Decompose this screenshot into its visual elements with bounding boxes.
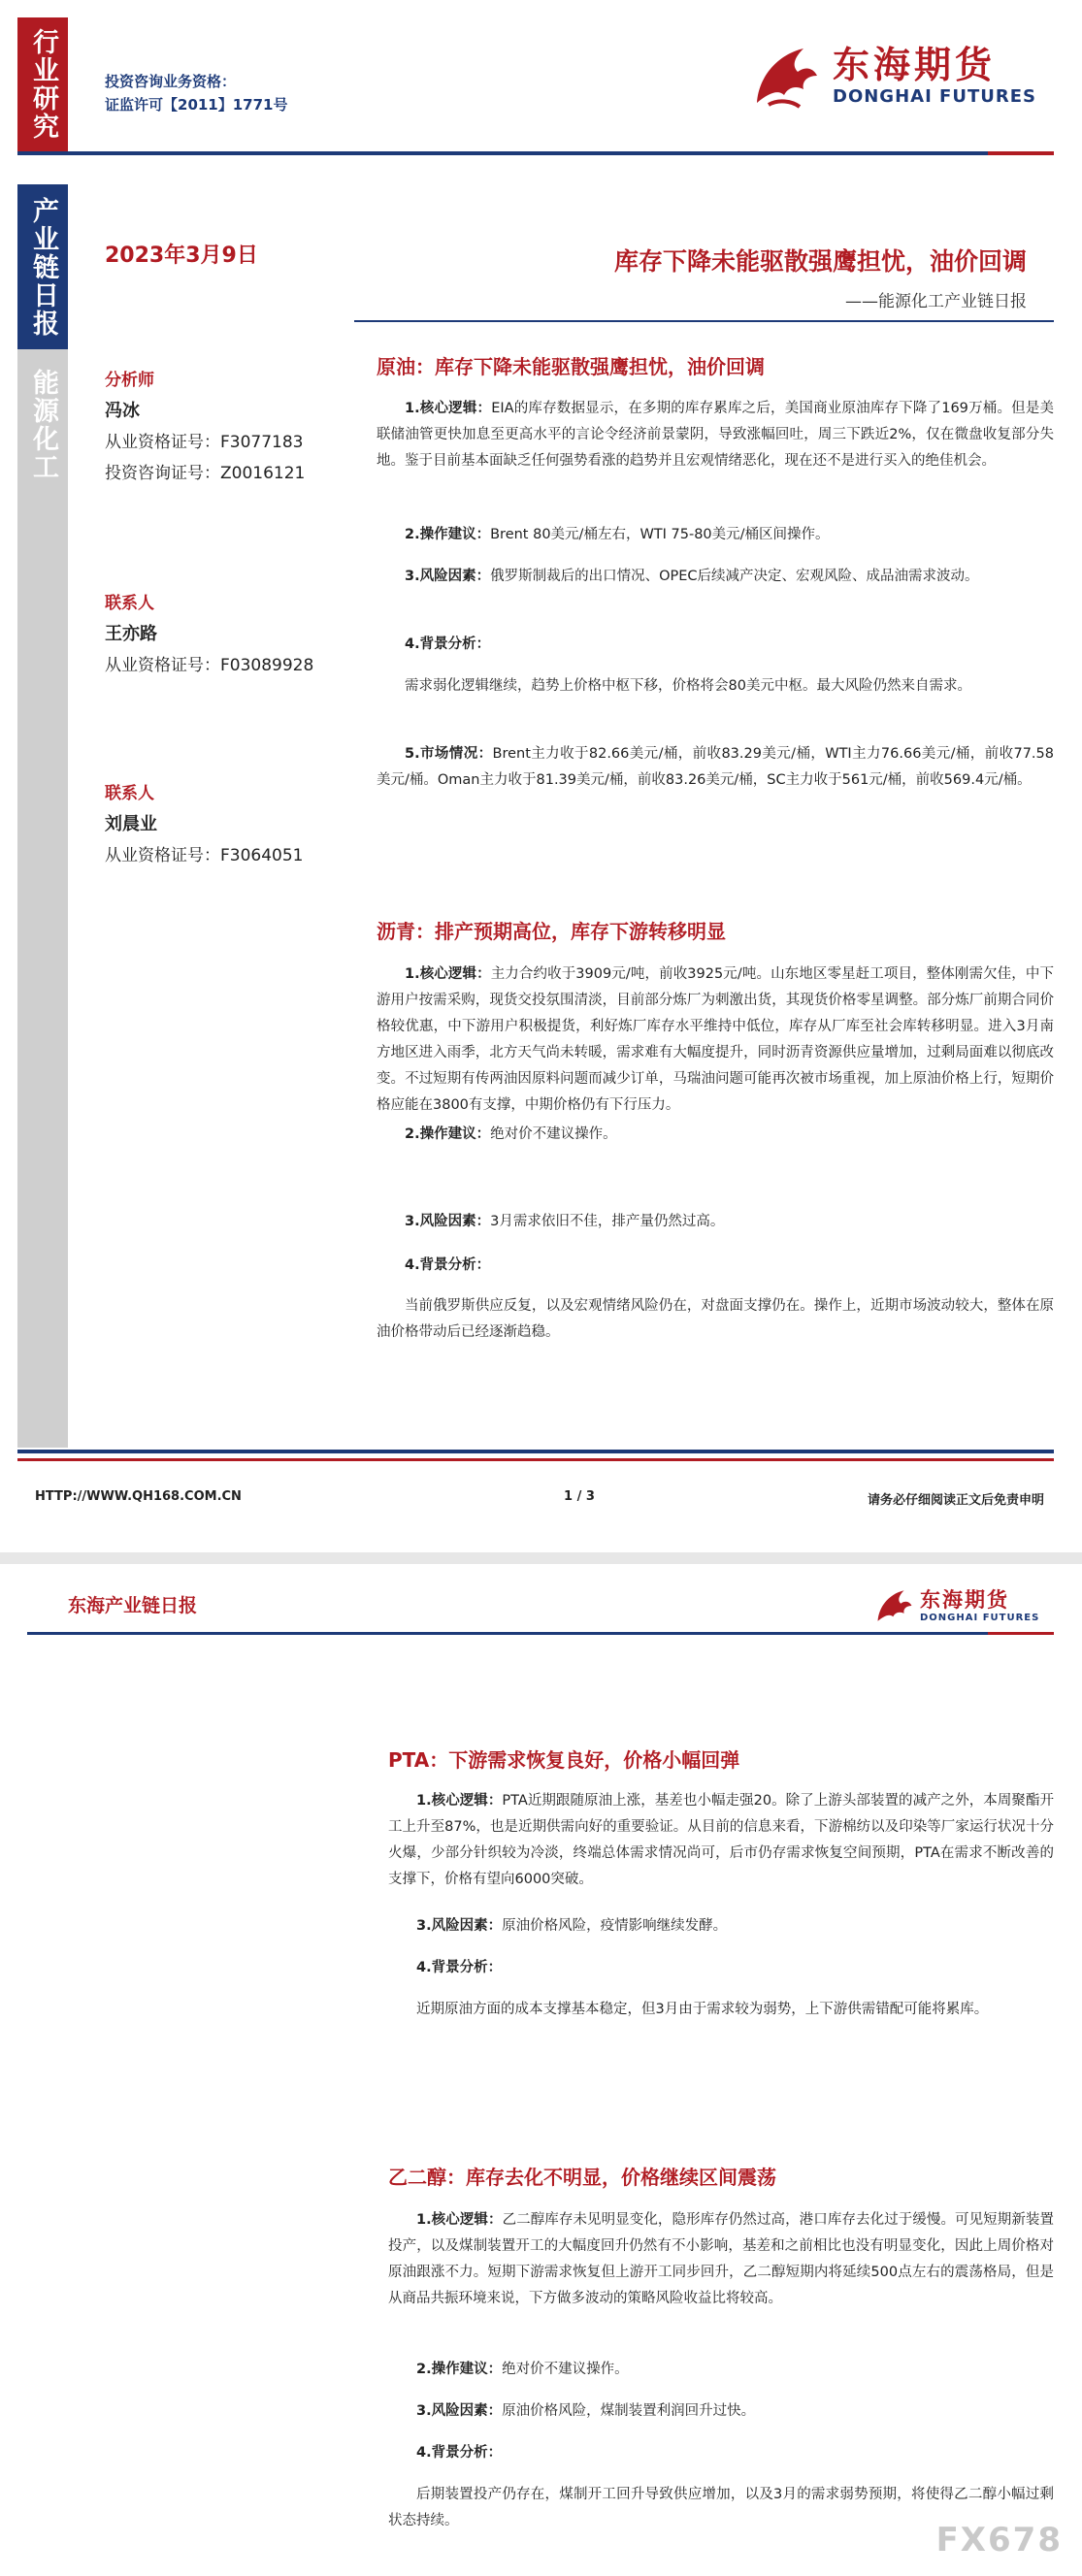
analyst-cert-2: 投资咨询证号：Z0016121 xyxy=(105,464,306,483)
crude-p4-text: 需求弱化逻辑继续，趋势上价格中枢下移，价格将会80美元中枢。最大风险仍然来自需求。 xyxy=(405,678,971,694)
meg-p1 xyxy=(388,2207,1054,2312)
crude-p2 xyxy=(377,522,1054,548)
contact-1-name: 王亦路 xyxy=(105,624,157,644)
meg-p2-label: 2.操作建议： xyxy=(416,2362,503,2377)
license-block xyxy=(105,70,288,116)
crude-p5-label: 5.市场情况： xyxy=(405,746,493,762)
contact-2-cert: 从业资格证号：F3064051 xyxy=(105,846,304,865)
logo-small-cn: 东海期货 xyxy=(920,1587,1009,1612)
contact-1-cert: 从业资格证号：F03089928 xyxy=(105,656,314,675)
pta-p4-label-line xyxy=(388,1955,1054,1981)
crude-p2-text: Brent 80美元/桶左右，WTI 75-80美元/桶区间操作。 xyxy=(490,527,830,542)
crude-p5-text: Brent主力收于82.66美元/桶，前收83.29美元/桶，WTI主力76.66美元/桶，前收77.58美元/桶。Oman主力收于81.39美元/桶，前收83.26美元/桶，SC主力收于561元/桶，前收569.4元/桶。 xyxy=(377,746,1054,788)
meg-p3 xyxy=(388,2398,1054,2425)
contact-block-1 xyxy=(105,588,347,681)
crude-p3 xyxy=(377,564,1054,590)
crude-p4-label-line xyxy=(377,632,1054,658)
crude-p5 xyxy=(377,741,1054,794)
tab-industry-text: 行业研究 xyxy=(28,28,58,141)
analyst-name: 冯冰 xyxy=(105,401,140,421)
dragon-logo-icon xyxy=(749,37,825,114)
crude-p4 xyxy=(377,673,1054,700)
report-title: 库存下降未能驱散强鹰担忧，油价回调 xyxy=(613,247,1027,276)
meg-p3-label: 3.风险因素： xyxy=(416,2403,503,2419)
page2-rule-blue xyxy=(27,1632,988,1635)
crude-p3-text: 俄罗斯制裁后的出口情况、OPEC后续减产决定、宏观风险、成品油需求波动。 xyxy=(490,569,979,584)
crude-p1-text: EIA的库存数据显示，在多期的库存累库之后，美国商业原油库存下降了169万桶。但是美联储油管更快加息至更高水平的言论令经济前景蒙阴，导致涨幅回吐，周三下跌近2%，仅在微盘收复部分失地。鉴于目前基本面缺乏任何强势看涨的趋势并且宏观情绪恶化，现在还不是进行买入的绝佳机会。 xyxy=(377,401,1054,469)
pta-p4-label: 4.背景分析： xyxy=(416,1960,503,1975)
license-line-1: 投资咨询业务资格： xyxy=(105,73,237,90)
footer-url[interactable]: HTTP://WWW.QH168.COM.CN xyxy=(35,1489,242,1504)
asphalt-p4-label-line xyxy=(377,1253,1054,1279)
crude-p1 xyxy=(377,396,1054,474)
report-subtitle: ——能源化工产业链日报 xyxy=(845,292,1027,311)
donghai-logo xyxy=(749,37,1036,114)
tab-report-type xyxy=(17,184,68,349)
header-rule-blue xyxy=(17,151,988,155)
asphalt-p1 xyxy=(377,962,1054,1119)
page2-brand: 东海产业链日报 xyxy=(68,1595,198,1616)
asphalt-p4-text: 当前俄罗斯供应反复，以及宏观情绪风险仍在，对盘面支撑仍在。操作上，近期市场波动较大，整体在原油价格带动后已经逐渐趋稳。 xyxy=(377,1298,1054,1340)
analyst-block xyxy=(105,365,347,489)
pta-p3 xyxy=(388,1913,1054,1940)
footer-page-number: 1 / 3 xyxy=(564,1489,595,1504)
tab-sector-text: 能源化工 xyxy=(28,369,58,481)
dragon-logo-small-icon xyxy=(873,1583,916,1628)
footer-disclaimer: 请务必仔细阅读正文后免责申明 xyxy=(867,1493,1044,1508)
contact-2-name: 刘晨业 xyxy=(105,814,157,834)
crude-p2-label: 2.操作建议： xyxy=(405,527,491,542)
contact-block-2 xyxy=(105,778,347,871)
pta-p1-label: 1.核心逻辑： xyxy=(416,1793,503,1809)
page-separator xyxy=(0,1552,1082,1564)
pta-p1 xyxy=(388,1788,1054,1893)
logo-cn: 东海期货 xyxy=(833,44,997,86)
page2-rule-red xyxy=(988,1632,1054,1635)
asphalt-p4-label: 4.背景分析： xyxy=(405,1257,491,1273)
tab-sector xyxy=(17,349,68,1448)
asphalt-p3-label: 3.风险因素： xyxy=(405,1214,491,1229)
meg-p2-text: 绝对价不建议操作。 xyxy=(502,2362,629,2377)
pta-p3-label: 3.风险因素： xyxy=(416,1918,503,1934)
meg-p4-label-line xyxy=(388,2440,1054,2466)
pta-heading: PTA：下游需求恢复良好，价格小幅回弹 xyxy=(388,1748,740,1772)
watermark: FX678 xyxy=(935,2521,1063,2560)
meg-p4-label: 4.背景分析： xyxy=(416,2445,503,2461)
meg-p1-text: 乙二醇库存未见明显变化，隐形库存仍然过高，港口库存去化过于缓慢。可见短期新装置投产，以及煤制装置开工的大幅度回升仍然有不小影响，基差和之前相比也没有明显变化，因此上周价格对原油跟涨不力。短期下游需求恢复但上游开工同步回升，乙二醇短期内将延续500点左右的震荡格局，但是从商品共振环境来说，下方做多波动的策略风险收益比将较高。 xyxy=(388,2212,1054,2306)
asphalt-p2 xyxy=(377,1122,1054,1148)
contact-2-label: 联系人 xyxy=(105,784,154,803)
asphalt-p1-text: 主力合约收于3909元/吨，前收3925元/吨。山东地区零星赶工项目，整体刚需欠佳，中下游用户按需采购，现货交投氛围清淡，目前部分炼厂为刺激出货，其现货价格零星调整。部分炼厂前期合同价格较优惠，中下游用户积极提货，利好炼厂库存水平维持中低位，库存从厂库至社会库转移明显。进入3月南方地区进入雨季，北方天气尚未转暖，需求难有大幅度提升，同时沥青资源供应量增加，过剩局面难以彻底改变。不过短期有传两油因原料问题而减少订单，马瑞油问题可能再次被市场重视，加上原油价格上行，短期价格应能在3800有支撑，中期价格仍有下行压力。 xyxy=(377,966,1054,1113)
report-date: 2023年3月9日 xyxy=(105,244,258,268)
header-rule-red xyxy=(988,151,1054,155)
pta-p1-text: PTA近期跟随原油上涨，基差也小幅走强20。除了上游头部装置的减产之外，本周聚酯开工上升至87%，也是近期供需向好的重要验证。从目前的信息来看，下游棉纺以及印染等厂家运行状况十分火爆，少部分针织较为冷淡，终端总体需求情况尚可，后市仍存需求恢复空间预期，PTA在需求不断改善的支撑下，价格有望向6000突破。 xyxy=(388,1793,1054,1887)
pta-p3-text: 原油价格风险，疫情影响继续发酵。 xyxy=(502,1918,728,1934)
asphalt-p2-text: 绝对价不建议操作。 xyxy=(490,1126,617,1142)
logo-small-en: DONGHAI FUTURES xyxy=(920,1612,1040,1623)
asphalt-p4 xyxy=(377,1293,1054,1346)
tab-industry-research xyxy=(17,17,68,151)
crude-p1-label: 1.核心逻辑： xyxy=(405,401,492,416)
asphalt-p3 xyxy=(377,1209,1054,1235)
crude-p3-label: 3.风险因素： xyxy=(405,569,491,584)
tab-report-type-text: 产业链日报 xyxy=(28,196,58,338)
meg-p1-label: 1.核心逻辑： xyxy=(416,2212,503,2228)
meg-p2 xyxy=(388,2357,1054,2383)
meg-p3-text: 原油价格风险，煤制装置利润回升过快。 xyxy=(502,2403,756,2419)
contact-1-label: 联系人 xyxy=(105,594,154,613)
footer-rule-blue xyxy=(17,1450,1054,1453)
asphalt-p1-label: 1.核心逻辑： xyxy=(405,966,491,982)
crude-p4-label: 4.背景分析： xyxy=(405,636,491,652)
analyst-cert-1: 从业资格证号：F3077183 xyxy=(105,433,304,452)
meg-p4-text: 后期装置投产仍存在，煤制开工回升导致供应增加，以及3月的需求弱势预期，将使得乙二醇小幅过剩状态持续。 xyxy=(388,2487,1054,2528)
meg-heading: 乙二醇：库存去化不明显，价格继续区间震荡 xyxy=(388,2166,776,2189)
asphalt-heading: 沥青：排产预期高位，库存下游转移明显 xyxy=(377,920,726,943)
asphalt-p2-label: 2.操作建议： xyxy=(405,1126,491,1142)
crude-heading: 原油：库存下降未能驱散强鹰担忧，油价回调 xyxy=(377,355,765,378)
pta-p4-text: 近期原油方面的成本支撑基本稳定，但3月由于需求较为弱势，上下游供需错配可能将累库。 xyxy=(416,2002,989,2017)
license-line-2: 证监许可【2011】1771号 xyxy=(105,96,288,114)
logo-en: DONGHAI FUTURES xyxy=(833,86,1036,107)
asphalt-p3-text: 3月需求依旧不佳，排产量仍然过高。 xyxy=(490,1214,725,1229)
analyst-label: 分析师 xyxy=(105,371,154,390)
donghai-logo-small xyxy=(873,1583,1039,1628)
footer-rule-red xyxy=(17,1458,1054,1461)
title-rule xyxy=(354,320,1054,322)
pta-p4 xyxy=(388,1997,1054,2023)
